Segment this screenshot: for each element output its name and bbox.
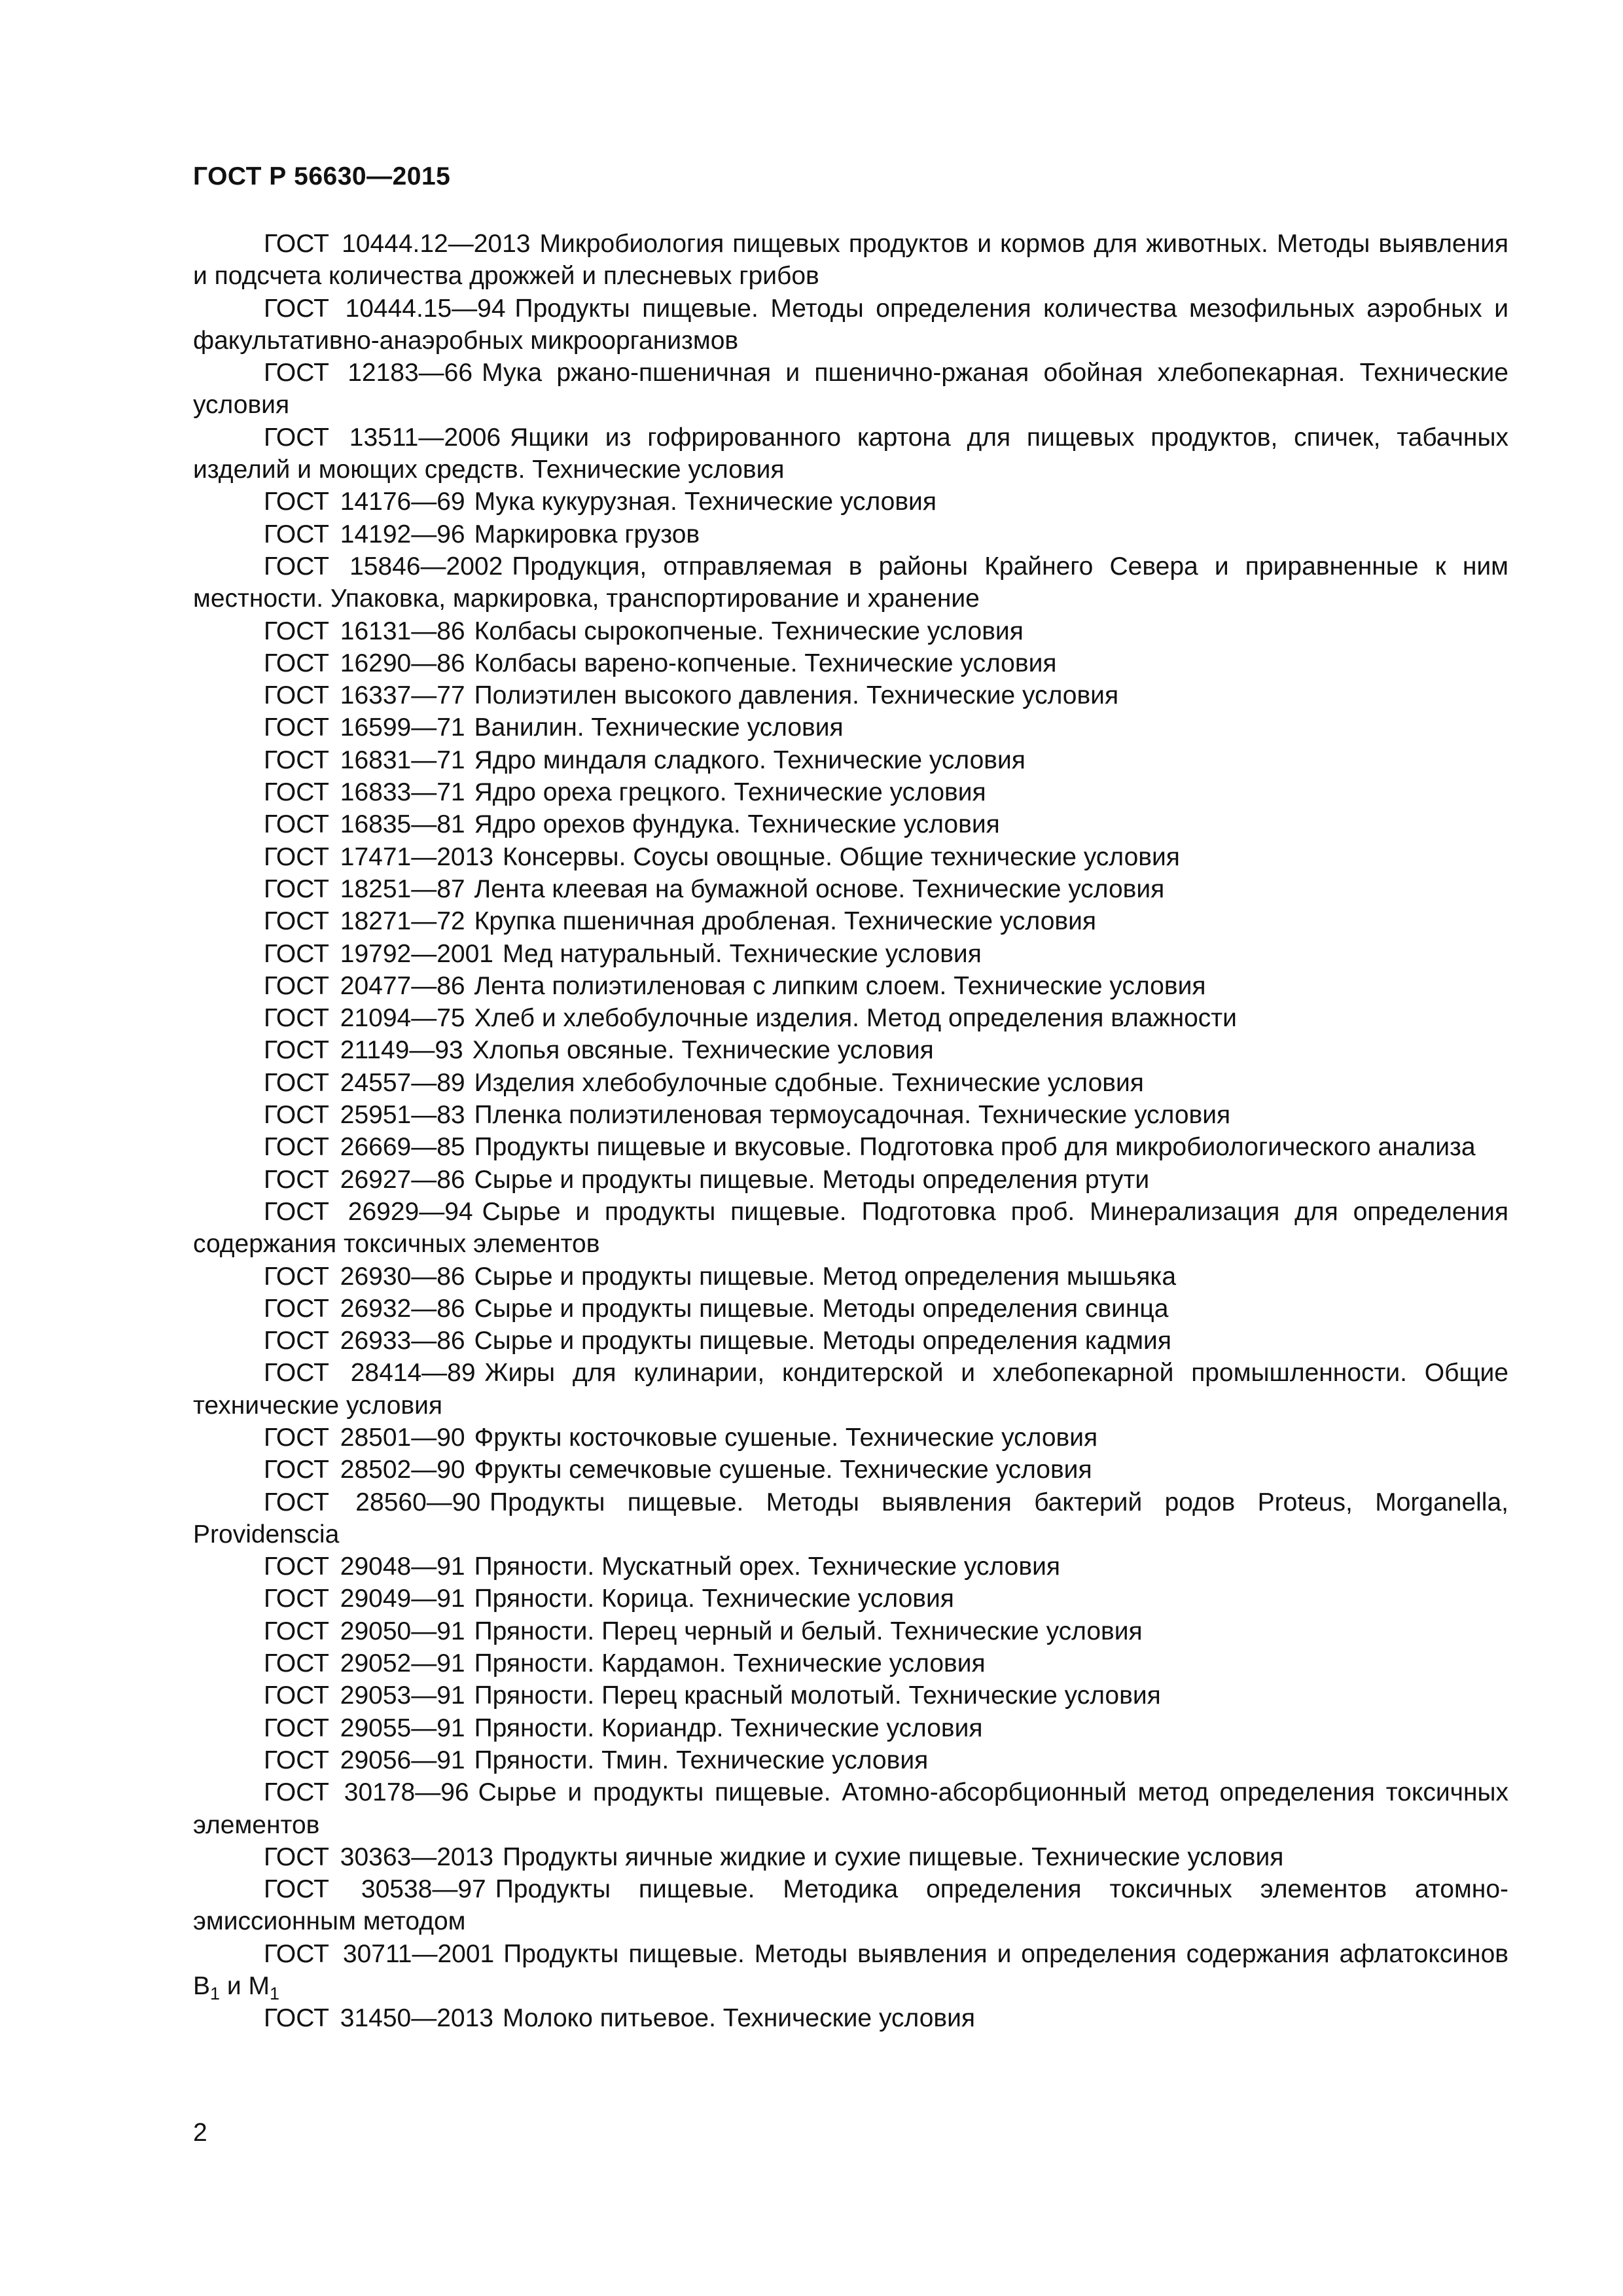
reference-code: ГОСТ 29048—91 — [264, 1552, 465, 1581]
reference-title: Пряности. Перец красный молотый. Технические условия — [474, 1681, 1161, 1710]
reference-code: ГОСТ 20477—86 — [264, 971, 465, 1000]
reference-code: ГОСТ 12183—66 — [264, 359, 473, 387]
conjunction-text: и — [226, 1972, 241, 2001]
reference-code: ГОСТ 16831—71 — [264, 745, 465, 774]
reference-code: ГОСТ 30538—97 — [264, 1875, 486, 1904]
reference-code: ГОСТ 31450—2013 — [264, 2004, 494, 2033]
reference-title: Ящики из гофрированного картона для пищевых продуктов, спичек, табачных изделий и моющих средств. Технические условия — [193, 423, 1509, 484]
reference-item — [193, 293, 1508, 357]
reference-code: ГОСТ 14192—96 — [264, 520, 465, 548]
reference-item — [193, 2002, 1508, 2034]
reference-title: Мед натуральный. Технические условия — [503, 939, 982, 968]
reference-title: Фрукты косточковые сушеные. Технические условия — [474, 1423, 1098, 1452]
reference-item — [193, 1164, 1508, 1196]
aflatoxin-b-label: B — [193, 1972, 211, 2001]
reference-item — [193, 1744, 1508, 1776]
reference-code: ГОСТ 16833—71 — [264, 778, 465, 807]
reference-title: Продукция, отправляемая в районы Крайнего Севера и приравненные к ним местности. Упаковка, маркировка, транспортирование и хранение — [193, 552, 1508, 613]
reference-item — [193, 1647, 1508, 1679]
reference-title: Пряности. Кардамон. Технические условия — [474, 1649, 986, 1678]
reference-title: Продукты пищевые. Методика определения токсичных элементов атомно-эмиссионным методом — [193, 1875, 1509, 1936]
reference-title: Ядро миндаля сладкого. Технические условия — [474, 745, 1026, 774]
reference-code: ГОСТ 16599—71 — [264, 713, 465, 742]
reference-code: ГОСТ 26929—94 — [264, 1197, 473, 1226]
reference-item — [193, 1357, 1508, 1422]
reference-code: ГОСТ 10444.12—2013 — [264, 230, 531, 258]
reference-item — [193, 1938, 1508, 2003]
reference-code: ГОСТ 29050—91 — [264, 1617, 465, 1645]
reference-item — [193, 744, 1508, 776]
reference-code: ГОСТ 26927—86 — [264, 1165, 465, 1194]
reference-item — [193, 679, 1508, 711]
reference-item — [193, 1196, 1508, 1261]
reference-title: Сырье и продукты пищевые. Методы определения свинца — [474, 1294, 1169, 1323]
reference-title: Сырье и продукты пищевые. Методы определения кадмия — [474, 1327, 1171, 1355]
reference-title: Продукты пищевые и вкусовые. Подготовка проб для микробиологического анализа — [474, 1133, 1476, 1162]
reference-code: ГОСТ 19792—2001 — [264, 939, 494, 968]
reference-item — [193, 1131, 1508, 1163]
normative-references-list — [193, 228, 1508, 2035]
reference-title: Пряности. Перец черный и белый. Технические условия — [474, 1617, 1143, 1645]
reference-code: ГОСТ 18251—87 — [264, 874, 465, 903]
reference-item — [193, 1841, 1508, 1873]
reference-code: ГОСТ 28501—90 — [264, 1423, 465, 1452]
reference-item — [193, 808, 1508, 840]
aflatoxin-m-subscript: 1 — [270, 1984, 280, 2004]
reference-item — [193, 228, 1508, 293]
reference-item — [193, 422, 1508, 486]
reference-item — [193, 1583, 1508, 1615]
reference-title: Пряности. Тмин. Технические условия — [474, 1746, 929, 1774]
reference-title: Микробиология пищевых продуктов и кормов для животных. Методы выявления и подсчета количества дрожжей и плесневых грибов — [193, 230, 1509, 291]
reference-code: ГОСТ 16131—86 — [264, 617, 465, 645]
reference-code: ГОСТ 30363—2013 — [264, 1842, 494, 1871]
reference-item — [193, 647, 1508, 679]
reference-code: ГОСТ 16337—77 — [264, 681, 465, 710]
aflatoxin-b-subscript: 1 — [210, 1984, 221, 2004]
reference-title: Сырье и продукты пищевые. Методы определения ртути — [474, 1165, 1150, 1194]
reference-item — [193, 357, 1508, 422]
reference-title: Продукты пищевые. Методы определения количества мезофильных аэробных и факультативно-анаэробных микроорганизмов — [193, 294, 1508, 355]
reference-code: ГОСТ 29052—91 — [264, 1649, 465, 1678]
reference-code: ГОСТ 15846—2002 — [264, 552, 503, 581]
reference-item — [193, 1551, 1508, 1583]
reference-title: Сырье и продукты пищевые. Атомно-абсорбционный метод определения токсичных элементов — [193, 1778, 1509, 1839]
reference-title: Ядро ореха грецкого. Технические условия — [474, 778, 986, 807]
reference-code: ГОСТ 29049—91 — [264, 1585, 465, 1613]
reference-title: Лента полиэтиленовая с липким слоем. Технические условия — [474, 971, 1206, 1000]
reference-title: Сырье и продукты пищевые. Метод определения мышьяка — [474, 1262, 1177, 1291]
reference-item — [193, 1067, 1508, 1099]
reference-code: ГОСТ 10444.15—94 — [264, 294, 506, 323]
reference-title: Колбасы варено-копченые. Технические условия — [474, 649, 1057, 677]
reference-item — [193, 1873, 1508, 1938]
reference-title: Пряности. Корица. Технические условия — [474, 1585, 954, 1613]
reference-code: ГОСТ 26669—85 — [264, 1133, 465, 1162]
reference-title: Пряности. Мускатный орех. Технические условия — [474, 1552, 1060, 1581]
reference-title: Полиэтилен высокого давления. Технические условия — [474, 681, 1119, 710]
reference-item — [193, 1486, 1508, 1551]
reference-item — [193, 905, 1508, 937]
reference-item — [193, 1679, 1508, 1712]
reference-item — [193, 1776, 1508, 1841]
reference-code: ГОСТ 18271—72 — [264, 907, 465, 936]
reference-item — [193, 1293, 1508, 1325]
reference-title: Крупка пшеничная дробленая. Технические условия — [474, 907, 1097, 936]
reference-title: Ванилин. Технические условия — [474, 713, 844, 742]
reference-code: ГОСТ 28560—90 — [264, 1488, 481, 1516]
reference-code: ГОСТ 25951—83 — [264, 1101, 465, 1130]
reference-title: Пленка полиэтиленовая термоусадочная. Технические условия — [474, 1101, 1231, 1130]
aflatoxin-m-label: M — [248, 1972, 270, 2001]
page-number: 2 — [193, 2119, 207, 2147]
reference-title: Ядро орехов фундука. Технические условия — [474, 810, 1000, 839]
document-header: ГОСТ Р 56630—2015 — [193, 162, 451, 190]
reference-item — [193, 550, 1508, 615]
reference-code: ГОСТ 28502—90 — [264, 1456, 465, 1484]
reference-item — [193, 1099, 1508, 1131]
reference-code: ГОСТ 29053—91 — [264, 1681, 465, 1710]
reference-title: Продукты пищевые. Методы выявления и определения содержания афлатоксинов — [503, 1939, 1509, 1968]
reference-code: ГОСТ 29056—91 — [264, 1746, 465, 1774]
reference-code: ГОСТ 21149—93 — [264, 1036, 463, 1065]
reference-title: Колбасы сырокопченые. Технические условия — [474, 617, 1024, 645]
reference-title: Фрукты семечковые сушеные. Технические условия — [474, 1456, 1092, 1484]
reference-item — [193, 776, 1508, 808]
reference-title: Пряности. Кориандр. Технические условия — [474, 1713, 983, 1742]
reference-code: ГОСТ 17471—2013 — [264, 842, 494, 871]
reference-title: Продукты яичные жидкие и сухие пищевые. Технические условия — [503, 1842, 1284, 1871]
reference-item — [193, 1261, 1508, 1293]
reference-code: ГОСТ 16835—81 — [264, 810, 465, 839]
reference-title: Продукты пищевые. Методы выявления бактерий родов Proteus, Morganella, Providenscia — [193, 1488, 1508, 1549]
reference-item — [193, 970, 1508, 1002]
reference-code: ГОСТ 26932—86 — [264, 1294, 465, 1323]
reference-item — [193, 938, 1508, 970]
reference-code: ГОСТ 24557—89 — [264, 1068, 465, 1097]
reference-item — [193, 1454, 1508, 1486]
reference-title: Молоко питьевое. Технические условия — [503, 2004, 976, 2033]
reference-code: ГОСТ 30711—2001 — [264, 1939, 495, 1968]
reference-title: Изделия хлебобулочные сдобные. Технические условия — [474, 1068, 1144, 1097]
reference-code: ГОСТ 26930—86 — [264, 1262, 465, 1291]
reference-title: Консервы. Соусы овощные. Общие технические условия — [503, 842, 1180, 871]
reference-code: ГОСТ 21094—75 — [264, 1004, 465, 1033]
reference-item — [193, 1615, 1508, 1647]
reference-item — [193, 1712, 1508, 1744]
reference-item — [193, 615, 1508, 647]
reference-code: ГОСТ 29055—91 — [264, 1713, 465, 1742]
reference-title: Лента клеевая на бумажной основе. Технические условия — [474, 874, 1165, 903]
reference-code: ГОСТ 13511—2006 — [264, 423, 501, 452]
reference-code: ГОСТ 26933—86 — [264, 1327, 465, 1355]
reference-item — [193, 1325, 1508, 1357]
reference-title: Мука ржано-пшеничная и пшенично-ржаная обойная хлебопекарная. Технические условия — [193, 359, 1508, 420]
reference-item — [193, 711, 1508, 744]
reference-item — [193, 486, 1508, 518]
reference-code: ГОСТ 28414—89 — [264, 1359, 476, 1388]
reference-title: Маркировка грузов — [474, 520, 700, 548]
reference-item — [193, 1422, 1508, 1454]
reference-item — [193, 841, 1508, 873]
reference-item — [193, 518, 1508, 550]
reference-title: Жиры для кулинарии, кондитерской и хлебопекарной промышленности. Общие технические условия — [193, 1359, 1508, 1420]
reference-item — [193, 873, 1508, 905]
reference-code: ГОСТ 14176—69 — [264, 488, 465, 516]
reference-title: Мука кукурузная. Технические условия — [474, 488, 936, 516]
reference-title: Хлеб и хлебобулочные изделия. Метод определения влажности — [474, 1004, 1237, 1033]
reference-item — [193, 1002, 1508, 1034]
reference-code: ГОСТ 30178—96 — [264, 1778, 469, 1807]
reference-item — [193, 1034, 1508, 1066]
reference-title: Хлопья овсяные. Технические условия — [472, 1036, 934, 1065]
reference-title: Сырье и продукты пищевые. Подготовка проб. Минерализация для определения содержания токсичных элементов — [193, 1197, 1508, 1259]
reference-code: ГОСТ 16290—86 — [264, 649, 465, 677]
